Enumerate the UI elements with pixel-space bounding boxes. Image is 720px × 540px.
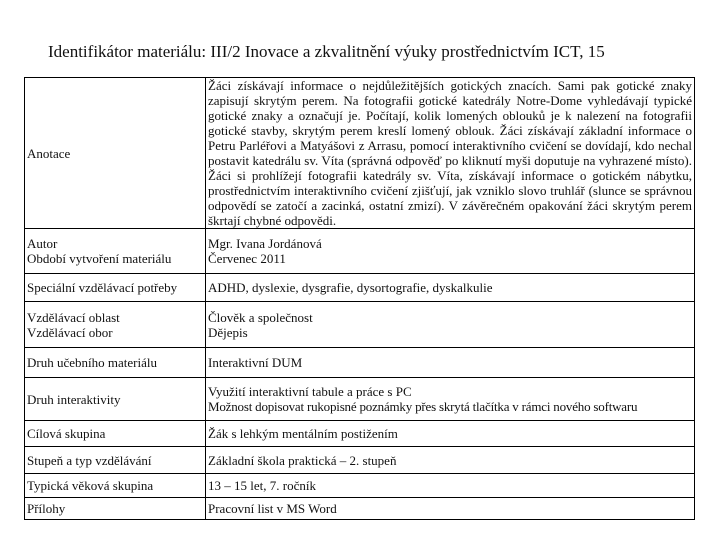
value-interaktivita-2: Možnost dopisovat rukopisné poznámky přes skrytá tlačítka v rámci nového softwaru [208, 399, 638, 414]
row-stupen [25, 447, 695, 474]
label-vekova-skupina: Typická věková skupina [27, 478, 154, 493]
value-vekova-skupina: 13 – 15 let, 7. ročník [208, 478, 316, 493]
value-cell [206, 378, 695, 421]
value-stupen: Základní škola praktická – 2. stupeň [208, 452, 397, 468]
label-druh-interaktivity: Druh interaktivity [27, 391, 121, 407]
value-cell [206, 474, 695, 498]
label-cell [25, 274, 206, 302]
row-prilohy [25, 498, 695, 520]
label-vzdelavaci-obor: Vzdělávací obor [27, 324, 113, 340]
value-specialni-potreby: ADHD, dyslexie, dysgrafie, dysortografie, dyskalkulie [208, 280, 493, 295]
value-cell [206, 421, 695, 447]
label-autor: Autor [27, 236, 58, 251]
value-prilohy: Pracovní list v MS Word [208, 501, 337, 516]
value-cell [206, 302, 695, 348]
label-cell [25, 498, 206, 520]
label-anotace: Anotace [27, 145, 71, 161]
label-vzdelavaci-oblast: Vzdělávací oblast [27, 309, 120, 325]
row-druh-interaktivity [25, 378, 695, 421]
value-cell [206, 498, 695, 520]
value-author: Mgr. Ivana Jordánová [208, 236, 322, 251]
row-vzdelavaci-oblast [25, 302, 695, 348]
label-cilova-skupina: Cílová skupina [27, 426, 106, 441]
value-druh-materialu: Interaktivní DUM [208, 355, 303, 370]
value-cell [206, 447, 695, 474]
label-cell [25, 78, 206, 229]
row-anotace [25, 78, 695, 229]
value-period: Červenec 2011 [208, 251, 286, 266]
row-vekova-skupina [25, 474, 695, 498]
label-cell [25, 302, 206, 348]
label-cell [25, 421, 206, 447]
value-cell [206, 348, 695, 378]
value-interaktivita-1: Využití interaktivní tabule a práce s PC [208, 384, 412, 399]
value-cilova-skupina: Žák s lehkým mentálním postižením [208, 426, 398, 441]
label-prilohy: Přílohy [27, 501, 66, 516]
row-cilova-skupina [25, 421, 695, 447]
annotation-text: Žáci získávají informace o nejdůležitějších gotických znacích. Sami pak gotické znaky zapisují skrytým perem. Na fotografii gotické katedrály Notre-Dome vyhledávají typické gotické znaky a označují je. Počítají, kolik lomených oblouků je k nalezení na fotografii gotické stavby, skrytým perem kreslí lomený oblouk. Žáci získávají základní informace o Petru Parléřovi a Matyášovi z Arrasu, pomocí interaktivního cvičení se dovídají, kdo nechal postavit katedrálu sv. Víta (správná odpověď po kliknutí myši doputuje na vyhrazené místo). Žáci si prohlížejí fotografii katedrály sv. Víta, získávají informace o gotickém nábytku, prostřednictvím interaktivního cvičení zjišťují, jak vzniklo slovo truhlář (slunce se správnou odpovědí se zatočí a zacinká, ostatní zmizí). V závěrečném opakování žáci skrytým perem škrtají chybné odpovědi. [206, 78, 695, 229]
label-cell [25, 474, 206, 498]
label-druh-materialu: Druh učebního materiálu [27, 355, 157, 370]
label-specialni-potreby: Speciální vzdělávací potřeby [27, 280, 178, 295]
row-specialni-potreby [25, 274, 695, 302]
label-cell [25, 348, 206, 378]
value-vzdelavaci-oblast: Člověk a společnost [208, 309, 313, 325]
value-cell [206, 274, 695, 302]
row-autor [25, 229, 695, 274]
label-obdobi: Období vytvoření materiálu [27, 251, 172, 266]
row-druh-materialu [25, 348, 695, 378]
value-cell [206, 229, 695, 274]
value-vzdelavaci-obor: Dějepis [208, 324, 248, 340]
label-cell [25, 447, 206, 474]
metadata-table [24, 77, 695, 520]
label-cell [25, 229, 206, 274]
label-stupen: Stupeň a typ vzdělávání [27, 452, 152, 468]
label-cell [25, 378, 206, 421]
document-title: Identifikátor materiálu: III/2 Inovace a zkvalitnění výuky prostřednictvím ICT, 15 [48, 42, 605, 61]
